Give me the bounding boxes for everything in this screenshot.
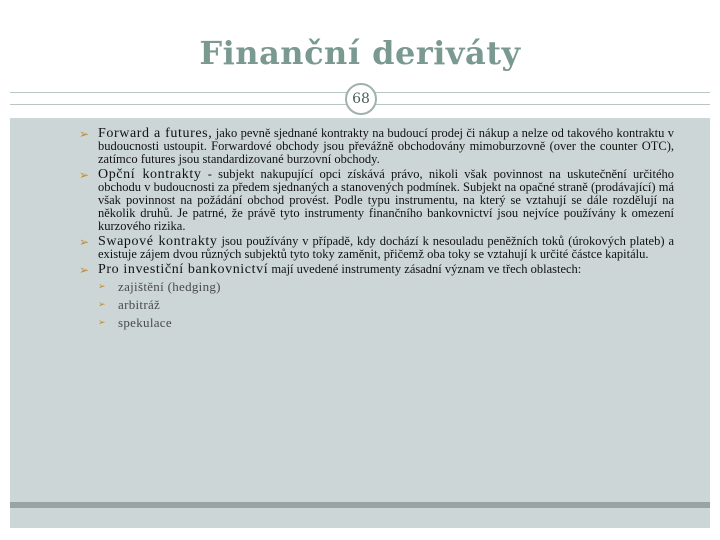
bullet-lead: Forward a futures,: [98, 126, 213, 141]
sub-bullet-speculation: [98, 315, 674, 330]
arrowhead-sub-bullet-icon: ➢: [98, 318, 106, 328]
bullet-forward-futures: [10, 127, 710, 166]
arrowhead-sub-bullet-icon: ➢: [98, 282, 106, 292]
bullet-options: [10, 168, 710, 233]
sub-bullet-text: spekulace: [118, 315, 172, 330]
arrowhead-bullet-icon: ➢: [79, 263, 90, 277]
arrowhead-bullet-icon: ➢: [79, 127, 90, 141]
sub-bullet-list: [98, 279, 674, 330]
bullet-investment-banking: [10, 263, 710, 330]
arrowhead-bullet-icon: ➢: [79, 168, 90, 182]
bullet-lead: Pro investiční bankovnictví: [98, 262, 269, 277]
content-area: [10, 118, 710, 502]
page-number-badge: 68: [345, 83, 377, 115]
bullet-text: jsou používány v případě, kdy dochází k nesouladu peněžních toků (úrokových plateb) a existuje zájem dvou různých subjektů tyto toky zaměnit, přičemž oba toky se vztahují k určité částce kapitálu.: [98, 234, 674, 261]
bullet-list: [10, 127, 710, 333]
slide-title: Finanční deriváty: [199, 34, 521, 72]
bullet-lead: Opční kontrakty: [98, 167, 202, 182]
sub-bullet-text: arbitráž: [118, 297, 161, 312]
sub-bullet-hedging: [98, 279, 674, 294]
bullet-lead: Swapové kontrakty: [98, 234, 218, 249]
arrowhead-sub-bullet-icon: ➢: [98, 300, 106, 310]
bullet-text: jako pevně sjednané kontrakty na budoucí prodej či nákup a nelze od takového kontraktu v budoucnosti ustoupit. Forwardové obchody jsou převážně obchodovány mimoburzovně (over the counter OTC), zatímco futures jsou standardizované burzovní obchody.: [98, 126, 675, 166]
bullet-text: - subjekt nakupující opci získává právo, nikoli však povinnost na uskutečnění určitého obchodu v budoucnosti za předem sjednaných a stanovených podmínek. Subjekt na opačné straně (prodávající) má však povinnost na požádání obchod provést. Podle typu instrumentu, na který se vztahují se dále rozdělují na několik druhů. Je patrné, že právě tyto instrumenty finančního bankovnictví jsou nejvíce používány k omezení kurzového rizika.: [98, 167, 674, 233]
sub-bullet-arbitrage: [98, 297, 674, 312]
bullet-swaps: [10, 235, 710, 261]
sub-bullet-text: zajištění (hedging): [118, 279, 221, 294]
arrowhead-bullet-icon: ➢: [79, 235, 90, 249]
bullet-text: mají uvedené instrumenty zásadní význam ve třech oblastech:: [268, 262, 582, 276]
footer-band: [10, 502, 710, 528]
